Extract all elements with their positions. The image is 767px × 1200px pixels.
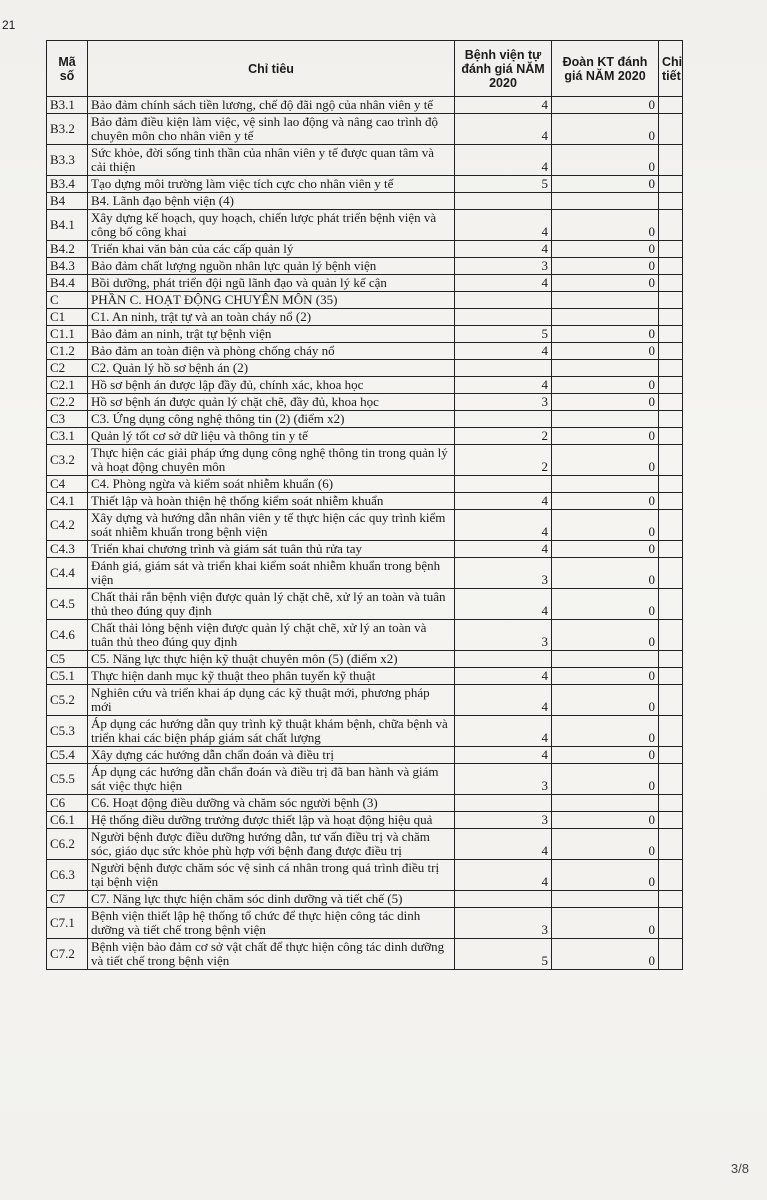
header-criterion: Chỉ tiêu [88, 41, 455, 97]
row-code: C2 [47, 360, 88, 377]
row-team-score: 0 [552, 275, 659, 292]
row-detail [659, 668, 683, 685]
row-detail [659, 114, 683, 145]
row-code: C3 [47, 411, 88, 428]
row-self-score: 3 [455, 812, 552, 829]
row-detail [659, 445, 683, 476]
row-self-score: 4 [455, 716, 552, 747]
row-criterion: Bảo đảm an ninh, trật tự bệnh viện [88, 326, 455, 343]
row-self-score: 3 [455, 620, 552, 651]
table-row [47, 891, 683, 908]
row-detail [659, 377, 683, 394]
row-code: C5.4 [47, 747, 88, 764]
row-detail [659, 620, 683, 651]
row-code: C4.6 [47, 620, 88, 651]
row-self-score: 4 [455, 860, 552, 891]
row-self-score: 4 [455, 493, 552, 510]
row-team-score: 0 [552, 668, 659, 685]
row-criterion: Chất thải rắn bệnh viện được quản lý chặt chẽ, xử lý an toàn và tuân thủ theo đúng quy định [88, 589, 455, 620]
row-team-score: 0 [552, 326, 659, 343]
row-self-score: 5 [455, 326, 552, 343]
row-criterion: Tạo dựng môi trường làm việc tích cực cho nhân viên y tế [88, 176, 455, 193]
row-criterion: Sức khỏe, đời sống tinh thần của nhân viên y tế được quan tâm và cải thiện [88, 145, 455, 176]
row-team-score: 0 [552, 114, 659, 145]
row-detail [659, 326, 683, 343]
row-team-score: 0 [552, 445, 659, 476]
row-detail [659, 939, 683, 970]
row-self-score: 4 [455, 668, 552, 685]
row-criterion: Xây dựng và hướng dẫn nhân viên y tế thực hiện các quy trình kiểm soát nhiễm khuẩn trong bệnh viện [88, 510, 455, 541]
row-code: C3.1 [47, 428, 88, 445]
row-detail [659, 510, 683, 541]
row-criterion: Người bệnh được chăm sóc vệ sinh cá nhân trong quá trình điều trị tại bệnh viện [88, 860, 455, 891]
table-row [47, 97, 683, 114]
row-detail [659, 908, 683, 939]
row-criterion: Thực hiện các giải pháp ứng dụng công nghệ thông tin trong quản lý và hoạt động chuyên môn [88, 445, 455, 476]
table-row [47, 908, 683, 939]
row-detail [659, 258, 683, 275]
row-detail [659, 193, 683, 210]
row-code: C1.1 [47, 326, 88, 343]
row-self-score [455, 360, 552, 377]
row-self-score: 2 [455, 445, 552, 476]
table-body [47, 97, 683, 970]
row-team-score: 0 [552, 747, 659, 764]
row-criterion: C2. Quản lý hồ sơ bệnh án (2) [88, 360, 455, 377]
table-row [47, 309, 683, 326]
row-self-score: 4 [455, 685, 552, 716]
row-criterion: C5. Năng lực thực hiện kỹ thuật chuyên môn (5) (điểm x2) [88, 651, 455, 668]
row-self-score: 5 [455, 939, 552, 970]
row-self-score [455, 193, 552, 210]
row-detail [659, 685, 683, 716]
row-code: C5.1 [47, 668, 88, 685]
table-row [47, 193, 683, 210]
row-detail [659, 558, 683, 589]
table-row [47, 241, 683, 258]
row-self-score [455, 411, 552, 428]
row-detail [659, 860, 683, 891]
row-self-score: 3 [455, 258, 552, 275]
row-team-score: 0 [552, 685, 659, 716]
row-team-score: 0 [552, 258, 659, 275]
header-code: Mã số [47, 41, 88, 97]
row-detail [659, 145, 683, 176]
row-team-score: 0 [552, 812, 659, 829]
row-code: C1.2 [47, 343, 88, 360]
row-self-score: 4 [455, 510, 552, 541]
row-self-score [455, 651, 552, 668]
row-criterion: Bệnh viện thiết lập hệ thống tổ chức để thực hiện công tác dinh dưỡng và tiết chế trong bệnh viện [88, 908, 455, 939]
row-code: C2.1 [47, 377, 88, 394]
row-self-score [455, 476, 552, 493]
row-detail [659, 411, 683, 428]
row-self-score: 4 [455, 145, 552, 176]
row-code: B4.1 [47, 210, 88, 241]
row-self-score [455, 292, 552, 309]
table-row [47, 428, 683, 445]
row-self-score [455, 795, 552, 812]
row-criterion: C4. Phòng ngừa và kiểm soát nhiễm khuẩn (6) [88, 476, 455, 493]
row-criterion: Thiết lập và hoàn thiện hệ thống kiểm soát nhiễm khuẩn [88, 493, 455, 510]
row-criterion: C6. Hoạt động điều dưỡng và chăm sóc người bệnh (3) [88, 795, 455, 812]
row-code: C4.3 [47, 541, 88, 558]
table-row [47, 558, 683, 589]
row-detail [659, 716, 683, 747]
row-criterion: Xây dựng kế hoạch, quy hoạch, chiến lược phát triển bệnh viện và công bố công khai [88, 210, 455, 241]
row-self-score: 4 [455, 210, 552, 241]
row-criterion: Chất thải lỏng bệnh viện được quản lý chặt chẽ, xử lý an toàn và tuân thủ theo đúng quy định [88, 620, 455, 651]
table-row [47, 326, 683, 343]
row-self-score: 3 [455, 764, 552, 795]
row-self-score: 4 [455, 377, 552, 394]
row-detail [659, 241, 683, 258]
row-team-score: 0 [552, 428, 659, 445]
row-criterion: Người bệnh được điều dưỡng hướng dẫn, tư vấn điều trị và chăm sóc, giáo dục sức khỏe phù hợp với bệnh đang được điều trị [88, 829, 455, 860]
row-self-score: 4 [455, 241, 552, 258]
row-criterion: Triển khai văn bản của các cấp quản lý [88, 241, 455, 258]
row-criterion: Hồ sơ bệnh án được lập đầy đủ, chính xác, khoa học [88, 377, 455, 394]
page-number: 3/8 [730, 1161, 749, 1176]
row-code: B4.3 [47, 258, 88, 275]
table-row [47, 829, 683, 860]
table-row [47, 476, 683, 493]
header-self-score: Bệnh viện tự đánh giá NĂM 2020 [455, 41, 552, 97]
row-team-score [552, 795, 659, 812]
row-detail [659, 97, 683, 114]
row-team-score [552, 651, 659, 668]
row-code: C5.3 [47, 716, 88, 747]
row-code: C7 [47, 891, 88, 908]
row-code: C7.1 [47, 908, 88, 939]
row-detail [659, 795, 683, 812]
row-code: C1 [47, 309, 88, 326]
row-code: C4.2 [47, 510, 88, 541]
row-self-score: 3 [455, 394, 552, 411]
row-team-score: 0 [552, 210, 659, 241]
row-team-score: 0 [552, 541, 659, 558]
row-code: C6.3 [47, 860, 88, 891]
table-row [47, 716, 683, 747]
row-team-score [552, 891, 659, 908]
row-code: B3.4 [47, 176, 88, 193]
row-detail [659, 394, 683, 411]
row-self-score: 4 [455, 589, 552, 620]
row-detail [659, 891, 683, 908]
row-criterion: Đánh giá, giám sát và triển khai kiểm soát nhiễm khuẩn trong bệnh viện [88, 558, 455, 589]
table-header-row [47, 41, 683, 97]
row-self-score: 4 [455, 747, 552, 764]
row-criterion: Hệ thống điều dưỡng trưởng được thiết lập và hoạt động hiệu quả [88, 812, 455, 829]
row-code: C4.5 [47, 589, 88, 620]
row-team-score: 0 [552, 377, 659, 394]
table-row [47, 411, 683, 428]
row-detail [659, 360, 683, 377]
row-detail [659, 493, 683, 510]
row-self-score: 4 [455, 114, 552, 145]
row-criterion: Quản lý tốt cơ sở dữ liệu và thông tin y tế [88, 428, 455, 445]
row-criterion: C1. An ninh, trật tự và an toàn cháy nổ (2) [88, 309, 455, 326]
row-self-score: 5 [455, 176, 552, 193]
row-team-score: 0 [552, 558, 659, 589]
row-detail [659, 541, 683, 558]
row-code: B3.1 [47, 97, 88, 114]
table-row [47, 360, 683, 377]
row-team-score [552, 476, 659, 493]
table-row [47, 258, 683, 275]
row-self-score: 3 [455, 908, 552, 939]
table-row [47, 747, 683, 764]
table-row [47, 812, 683, 829]
row-detail [659, 428, 683, 445]
row-code: C5.2 [47, 685, 88, 716]
row-code: C4.4 [47, 558, 88, 589]
row-detail [659, 812, 683, 829]
table-row [47, 210, 683, 241]
row-team-score [552, 411, 659, 428]
row-criterion: B4. Lãnh đạo bệnh viện (4) [88, 193, 455, 210]
row-team-score: 0 [552, 716, 659, 747]
row-detail [659, 275, 683, 292]
table-row [47, 795, 683, 812]
row-code: C [47, 292, 88, 309]
row-code: B4 [47, 193, 88, 210]
table-row [47, 589, 683, 620]
row-detail [659, 764, 683, 795]
row-detail [659, 589, 683, 620]
row-criterion: Áp dụng các hướng dẫn chẩn đoán và điều trị đã ban hành và giám sát việc thực hiện [88, 764, 455, 795]
corner-label: 21 [2, 18, 16, 32]
row-code: C6.2 [47, 829, 88, 860]
row-code: B3.3 [47, 145, 88, 176]
row-code: C6 [47, 795, 88, 812]
row-criterion: PHẦN C. HOẠT ĐỘNG CHUYÊN MÔN (35) [88, 292, 455, 309]
row-criterion: Hồ sơ bệnh án được quản lý chặt chẽ, đầy đủ, khoa học [88, 394, 455, 411]
row-detail [659, 747, 683, 764]
row-detail [659, 176, 683, 193]
row-team-score: 0 [552, 343, 659, 360]
row-self-score: 4 [455, 829, 552, 860]
row-team-score: 0 [552, 145, 659, 176]
row-criterion: Áp dụng các hướng dẫn quy trình kỹ thuật khám bệnh, chữa bệnh và triển khai các biện pháp giám sát chất lượng [88, 716, 455, 747]
row-code: C5 [47, 651, 88, 668]
row-detail [659, 292, 683, 309]
header-team-score: Đoàn KT đánh giá NĂM 2020 [552, 41, 659, 97]
table-row [47, 292, 683, 309]
row-criterion: Thực hiện danh mục kỹ thuật theo phân tuyến kỹ thuật [88, 668, 455, 685]
row-criterion: Nghiên cứu và triển khai áp dụng các kỹ thuật mới, phương pháp mới [88, 685, 455, 716]
row-criterion: Xây dựng các hướng dẫn chẩn đoán và điều trị [88, 747, 455, 764]
row-team-score [552, 193, 659, 210]
table-row [47, 394, 683, 411]
table-row [47, 275, 683, 292]
row-self-score: 4 [455, 97, 552, 114]
row-code: C4.1 [47, 493, 88, 510]
row-detail [659, 476, 683, 493]
row-code: B3.2 [47, 114, 88, 145]
row-team-score [552, 360, 659, 377]
row-self-score: 2 [455, 428, 552, 445]
row-self-score: 4 [455, 343, 552, 360]
row-detail [659, 651, 683, 668]
row-code: C2.2 [47, 394, 88, 411]
table-row [47, 860, 683, 891]
row-code: C3.2 [47, 445, 88, 476]
table-row [47, 651, 683, 668]
row-team-score: 0 [552, 97, 659, 114]
row-criterion: Bảo đảm điều kiện làm việc, vệ sinh lao động và nâng cao trình độ chuyên môn cho nhân viên y tế [88, 114, 455, 145]
table-row [47, 510, 683, 541]
row-team-score: 0 [552, 394, 659, 411]
row-criterion: C3. Ứng dụng công nghệ thông tin (2) (điểm x2) [88, 411, 455, 428]
row-code: C7.2 [47, 939, 88, 970]
row-code: B4.2 [47, 241, 88, 258]
row-detail [659, 309, 683, 326]
row-criterion: Bảo đảm an toàn điện và phòng chống cháy nổ [88, 343, 455, 360]
row-team-score: 0 [552, 908, 659, 939]
table-row [47, 939, 683, 970]
row-criterion: C7. Năng lực thực hiện chăm sóc dinh dưỡng và tiết chế (5) [88, 891, 455, 908]
row-criterion: Triển khai chương trình và giám sát tuân thủ rửa tay [88, 541, 455, 558]
table-row [47, 343, 683, 360]
row-criterion: Bảo đảm chính sách tiền lương, chế độ đãi ngộ của nhân viên y tế [88, 97, 455, 114]
row-team-score [552, 309, 659, 326]
table-row [47, 764, 683, 795]
row-self-score: 3 [455, 558, 552, 589]
row-team-score: 0 [552, 764, 659, 795]
table-row [47, 114, 683, 145]
row-team-score: 0 [552, 510, 659, 541]
row-team-score: 0 [552, 860, 659, 891]
row-criterion: Bệnh viện bảo đảm cơ sở vật chất để thực hiện công tác dinh dưỡng và tiết chế trong bệnh viện [88, 939, 455, 970]
table-row [47, 541, 683, 558]
row-team-score: 0 [552, 829, 659, 860]
row-detail [659, 829, 683, 860]
table-row [47, 145, 683, 176]
table-row [47, 668, 683, 685]
row-code: B4.4 [47, 275, 88, 292]
row-self-score [455, 309, 552, 326]
row-team-score: 0 [552, 241, 659, 258]
row-code: C6.1 [47, 812, 88, 829]
evaluation-table [46, 40, 683, 970]
row-detail [659, 343, 683, 360]
table-row [47, 620, 683, 651]
row-code: C5.5 [47, 764, 88, 795]
header-detail: Chi tiết [659, 41, 683, 97]
row-criterion: Bảo đảm chất lượng nguồn nhân lực quản lý bệnh viện [88, 258, 455, 275]
table-row [47, 445, 683, 476]
row-team-score: 0 [552, 493, 659, 510]
row-self-score [455, 891, 552, 908]
row-self-score: 4 [455, 275, 552, 292]
row-detail [659, 210, 683, 241]
row-team-score: 0 [552, 939, 659, 970]
row-team-score: 0 [552, 589, 659, 620]
row-self-score: 4 [455, 541, 552, 558]
row-code: C4 [47, 476, 88, 493]
row-team-score [552, 292, 659, 309]
table-row [47, 176, 683, 193]
row-team-score: 0 [552, 176, 659, 193]
row-team-score: 0 [552, 620, 659, 651]
row-criterion: Bồi dưỡng, phát triển đội ngũ lãnh đạo và quản lý kế cận [88, 275, 455, 292]
table-row [47, 493, 683, 510]
table-row [47, 377, 683, 394]
table-row [47, 685, 683, 716]
